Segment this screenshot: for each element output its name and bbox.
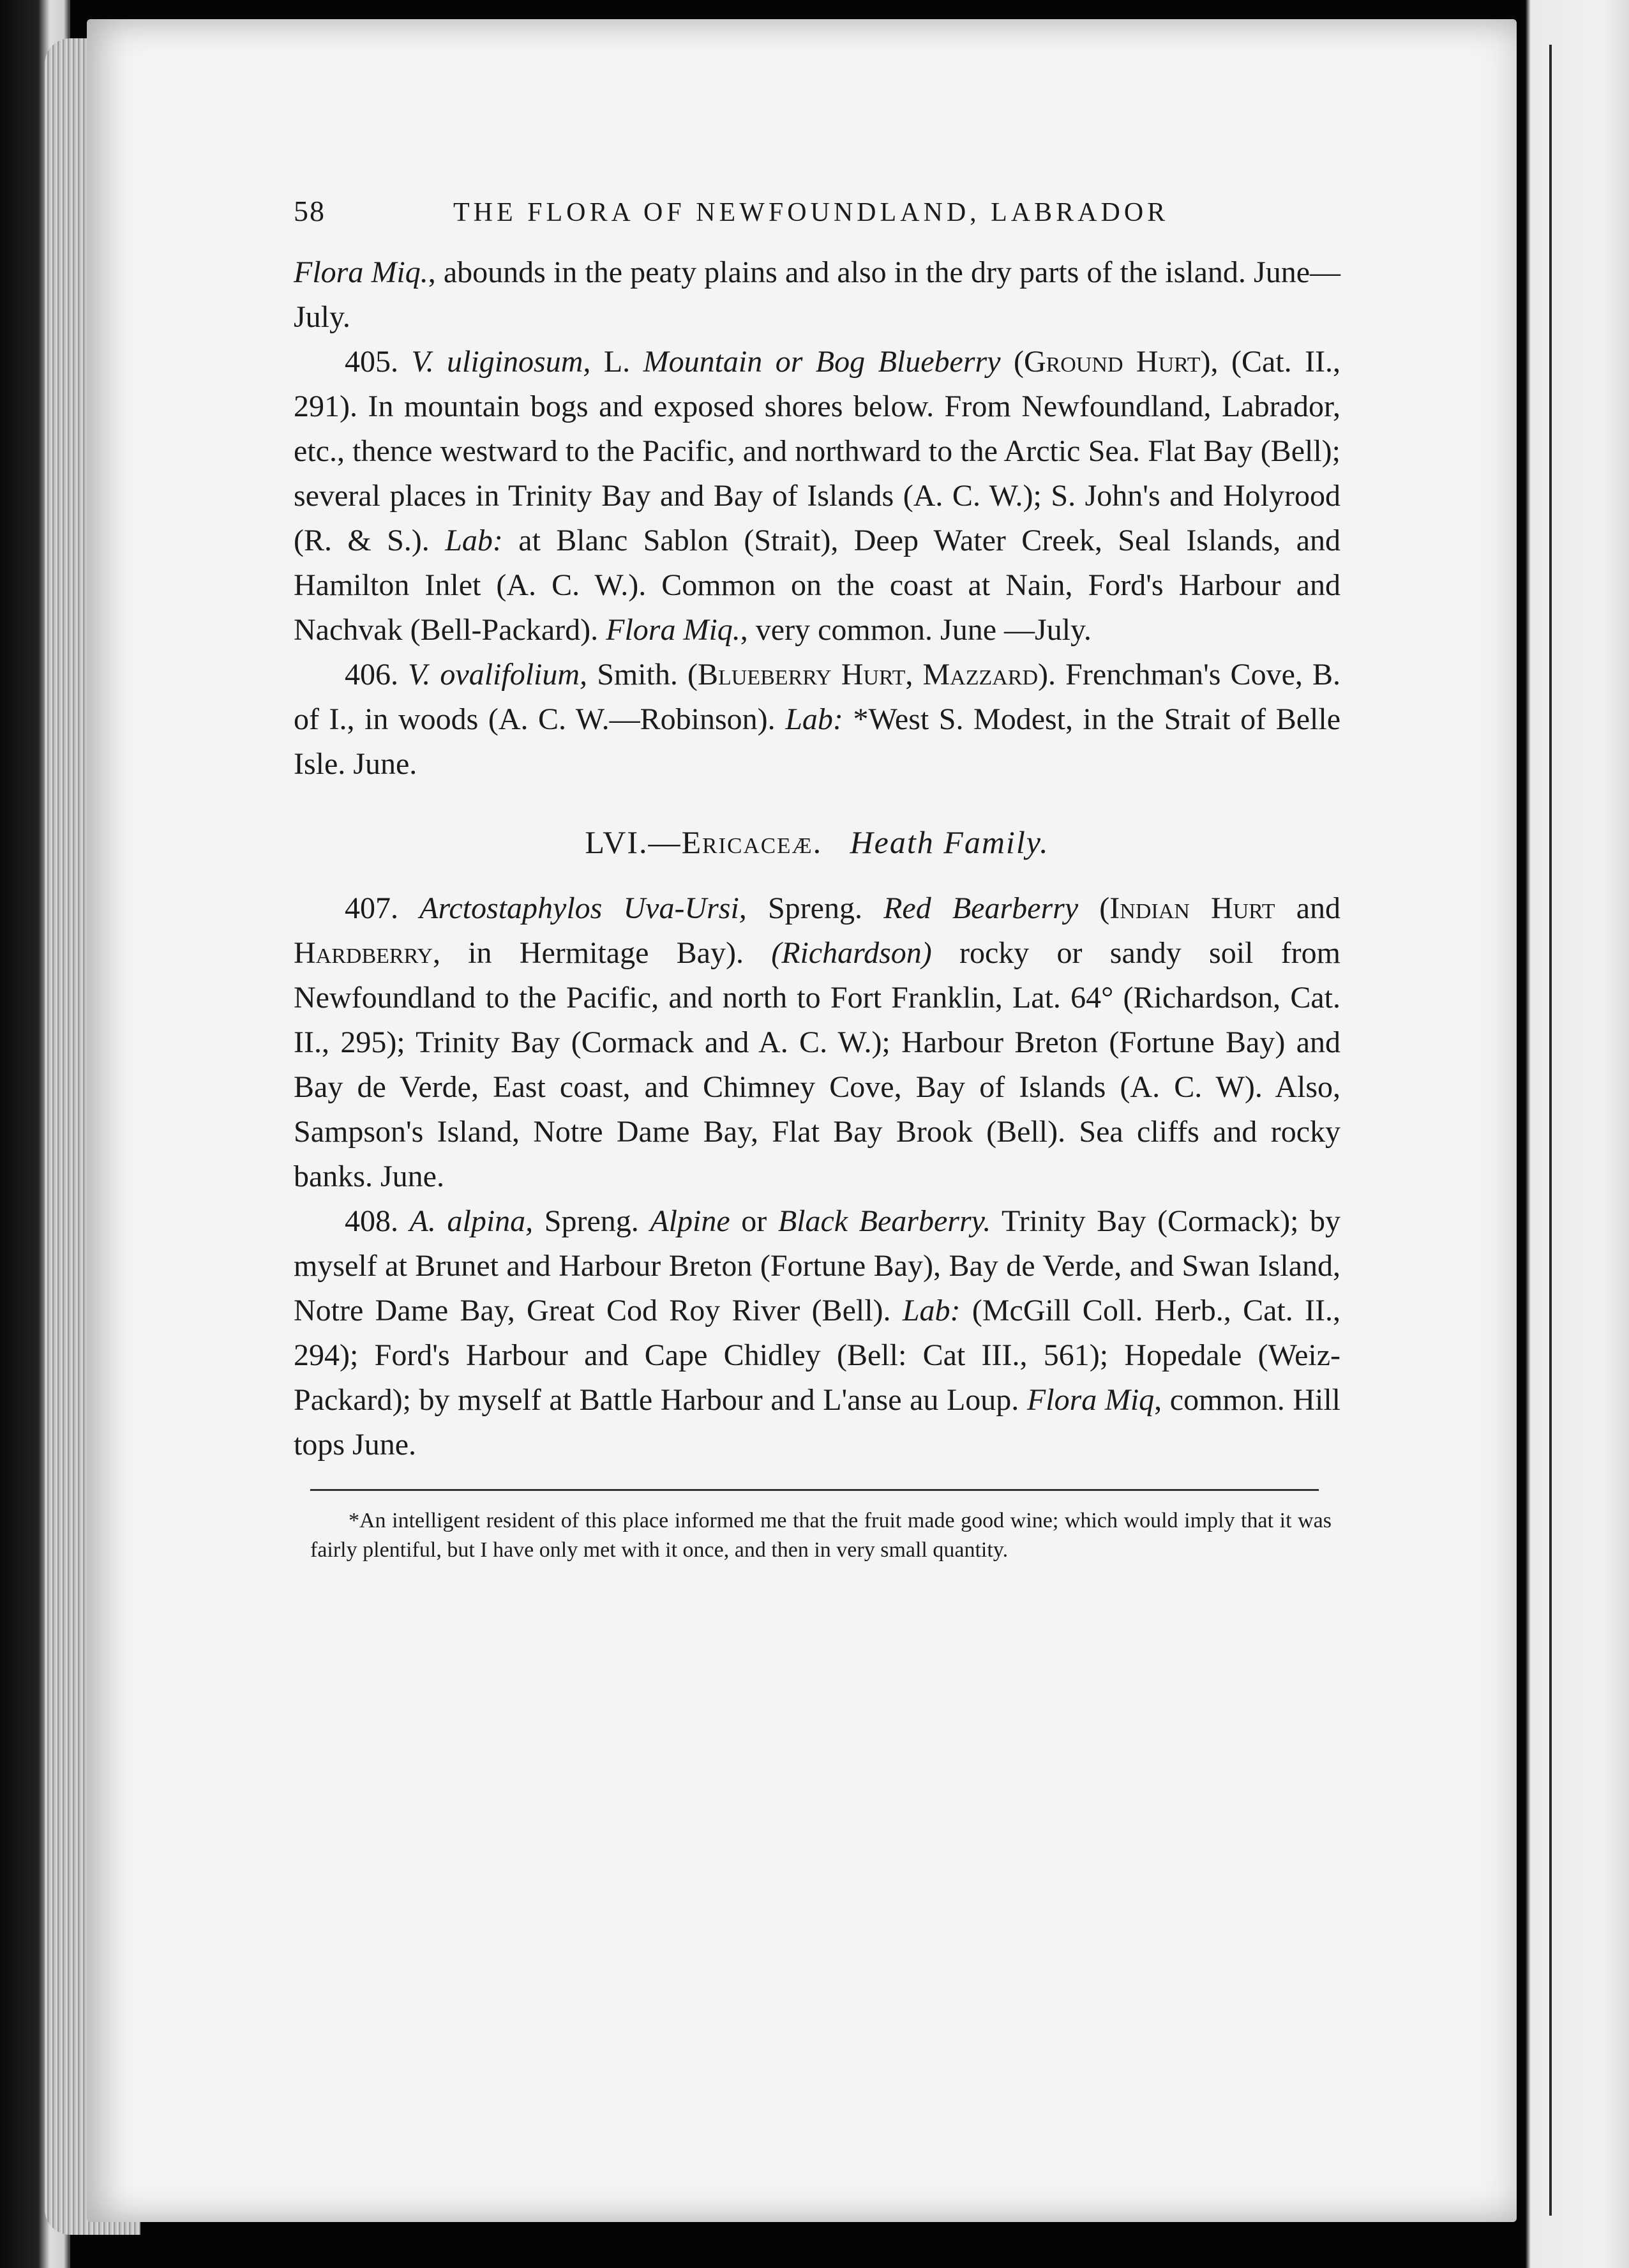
entry-406: [294, 653, 1340, 787]
entry-408: [294, 1199, 1340, 1467]
entry-number: 408.: [345, 1204, 398, 1238]
facing-page-edge: [1526, 0, 1629, 2268]
vernacular-name: (Ground Hurt): [1013, 345, 1211, 379]
entry-text: *West S. Modest, in the Strait of Belle Isle. June.: [294, 702, 1341, 781]
family-name: Ericaceæ.: [681, 824, 823, 860]
entry-text: Trinity Bay (Cormack); by myself at Brunet and Harbour Breton (Fortune Bay), Bay de Verde, and Swan Island, Notre Dame Bay, Great Cod Roy River (Bell).: [294, 1204, 1341, 1327]
footnote: *An intelligent resident of this place informed me that the fruit made good wine; which would imply that it was fairly plentiful, but I have only met with it once, and then in very small quantity.: [310, 1509, 1332, 1562]
flora-miq-ref: Flora Miq.: [294, 255, 428, 289]
page-number: 58: [294, 195, 326, 227]
authority-ref: (Richardson): [771, 936, 932, 970]
entry-text: or: [730, 1204, 778, 1238]
vernacular-name: (Blueberry Hurt, Mazzard): [687, 658, 1049, 692]
gutter-line: [1549, 45, 1552, 2216]
lab-label: Lab:: [902, 1294, 961, 1327]
entry-407: [294, 886, 1340, 1199]
family-number: LVI.—: [585, 824, 682, 860]
vernacular-name: Hardberry: [294, 936, 433, 970]
entry-405: [294, 340, 1340, 653]
entry-text: , very common. June —July.: [740, 613, 1092, 647]
running-head: [294, 189, 1340, 250]
entry-number: 407.: [345, 891, 398, 925]
footnote-rule: [310, 1489, 1319, 1491]
species-author: Spreng.: [533, 1204, 650, 1238]
common-name: Mountain or Bog Blueberry: [643, 345, 1001, 379]
entry-number: 405.: [345, 345, 398, 379]
running-title: THE FLORA OF NEWFOUNDLAND, LABRADOR: [453, 198, 1169, 227]
entry-text: , (Cat. II., 291). In mountain bogs and exposed shores below. From Newfoundland, Labrador, etc., thence westward to the Pacific, and northward to the Arctic Sea. Flat Bay (Bell); several places in Trinity Bay and Bay of Islands (A. C. W.); S. John's and Holyrood (R. & S.).: [294, 345, 1341, 557]
entry-text: rocky or sandy soil from Newfoundland to the Pacific, and north to Fort Franklin, Lat. 64° (Richardson, Cat. II., 295); Trinity Bay (Cormack and A. C. W.); Harbour Breton (Fortune Bay) and Bay de Verde, East coast, and Chimney Cove, Bay of Islands (A. C. W). Also, Sampson's Island, Notre Dame Bay, Flat Bay Brook (Bell). Sea cliffs and rocky banks. June.: [294, 936, 1340, 1193]
entry-text: at Blanc Sablon (Strait), Deep Water Creek, Seal Islands, and Hamilton Inlet (A. C. W.). Common on the coast at Nain, Ford's Harbour and Nachvak (Bell-Packard).: [294, 524, 1341, 647]
species-author: Spreng.: [746, 891, 884, 925]
entry-number: 406.: [345, 658, 398, 692]
species-author: Smith.: [587, 658, 688, 692]
common-name: Red Bearberry: [883, 891, 1079, 925]
species-name: V. ovalifolium,: [408, 658, 588, 692]
species-name: Arctostaphylos Uva-Ursi,: [419, 891, 747, 925]
continuation-text: , abounds in the peaty plains and also in the dry parts of the island. June—July.: [294, 255, 1341, 334]
entry-text: and: [1275, 891, 1341, 925]
lab-label: Lab:: [785, 702, 843, 736]
page-text: [294, 189, 1340, 1565]
entry-text: , in Hermitage Bay).: [432, 936, 772, 970]
vernacular-name: (Indian Hurt: [1099, 891, 1275, 925]
family-common-name: Heath Family.: [850, 824, 1049, 860]
common-name: Black Bearberry.: [777, 1204, 991, 1238]
entry-text: (McGill Coll. Herb., Cat. II., 294); Ford's Harbour and Cape Chidley (Bell: Cat III., 561); Hopedale (Weiz-Packard); by myself at Battle Harbour and L'anse au Loup.: [294, 1294, 1341, 1417]
entry-text: . Frenchman's Cove, B. of I., in woods (A. C. W.—Robinson).: [294, 658, 1341, 736]
family-heading: [294, 820, 1340, 865]
species-author: L.: [590, 345, 643, 379]
entry-text: , common. Hill tops June.: [294, 1383, 1341, 1462]
flora-miq-ref: Flora Miq.: [606, 613, 740, 647]
species-name: V. uliginosum,: [411, 345, 591, 379]
flora-miq-ref: Flora Miq: [1026, 1383, 1155, 1417]
lab-label: Lab:: [445, 524, 503, 557]
species-name: A. alpina,: [409, 1204, 534, 1238]
common-name: Alpine: [650, 1204, 730, 1238]
paragraph-continuation: [294, 250, 1340, 340]
